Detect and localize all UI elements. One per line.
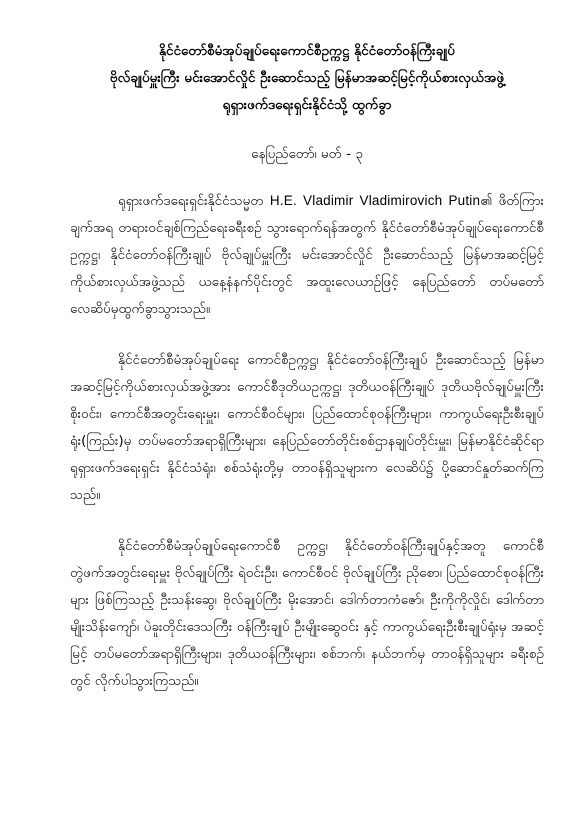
paragraph-2: နိုင်ငံတော်စီမံအုပ်ချုပ်ရေး ကောင်စီဥက္ကဋ္ဌ၊ နိုင်ငံတော်ဝန်ကြီးချုပ် ဦးဆောင်သည့် မြန်မာအဆင့်မြင့်ကိုယ်စားလှယ်အဖွဲ့အား ကောင်စီဒုတိယဥက္ကဋ္ဌ၊ ဒုတိယဝန်ကြီးချုပ် ဒုတိယဗိုလ်ချုပ်မှူးကြီး စိုးဝင်း၊ ကောင်စီအတွင်းရေးမှူး၊ ကောင်စီဝင်များ၊ ပြည်ထောင်စုဝန်ကြီးများ၊ ကာကွယ်ရေးဦးစီးချုပ်ရုံး(ကြည်း)မှ တပ်မတော်အရာရှိကြီးများ၊ နေပြည်တော်တိုင်းစစ်ဌာနချုပ်တိုင်းမှူး၊ မြန်မာနိုင်ငံဆိုင်ရာ ရုရှားဖက်ဒရေးရှင်း နိုင်ငံသံရုံး၊ စစ်သံရုံးတို့မှ တာဝန်ရှိသူများက လေဆိပ်၌ ပို့ဆောင်နှုတ်ဆက်ကြသည်။ bbox=[70, 352, 544, 503]
headline-line-2: ဗိုလ်ချုပ်မှူးကြီး မင်းအောင်လှိုင် ဦးဆောင်သည့် မြန်မာအဆင့်မြင့်ကိုယ်စားလှယ်အဖွဲ့ bbox=[109, 70, 505, 86]
paragraph-3: နိုင်ငံတော်စီမံအုပ်ချုပ်ရေးကောင်စီ ဥက္ကဋ္ဌ၊ နိုင်ငံတော်ဝန်ကြီးချုပ်နှင့်အတူ ကောင်စီတွဲဖက်အတွင်းရေးမှူး ဗိုလ်ချုပ်ကြီး ရဲဝင်းဦး၊ ကောင်စီဝင် ဗိုလ်ချုပ်ကြီး ညိုစော၊ ပြည်ထောင်စုဝန်ကြီးများ ဖြစ်ကြသည့် ဦးသန်းဆွေ၊ ဗိုလ်ချုပ်ကြီး မိုးအောင်၊ ဒေါက်တာကံဇော်၊ ဦးကိုကိုလှိုင်၊ ဒေါက်တာ မျိုးသိန်းကျော်၊ ပဲခူးတိုင်းဒေသကြီး ဝန်ကြီးချုပ် ဦးမျိုးဆွေဝင်း နှင့် ကာကွယ်ရေးဦးစီးချုပ်ရုံးမှ အဆင့်မြင့် တပ်မတော်အရာရှိကြီးများ၊ ဒုတိယဝန်ကြီးများ၊ စစ်ဘက်၊ နယ်ဘက်မှ တာဝန်ရှိသူများ ခရီးစဉ်တွင် လိုက်ပါသွားကြသည်။ bbox=[70, 538, 544, 689]
headline-line-1: နိုင်ငံတော်စီမံအုပ်ချုပ်ရေးကောင်စီဥက္ကဋ္ဌ နိုင်ငံတော်ဝန်ကြီးချုပ် bbox=[159, 43, 455, 59]
paragraph-1-pre: ရုရှားဖက်ဒရေးရှင်းနိုင်ငံသမ္မတ bbox=[118, 193, 270, 209]
paragraph-1 bbox=[70, 187, 544, 323]
paragraph-1-post: ၏ ဖိတ်ကြားချက်အရ တရားဝင်ချစ်ကြည်ရေးခရီးစဉ် သွားရောက်ရန်အတွက် နိုင်ငံတော်စီမံအုပ်ချုပ်ရေးကောင်စီဥက္ကဋ္ဌ၊ နိုင်ငံတော်ဝန်ကြီးချုပ် ဗိုလ်ချုပ်မှူးကြီး မင်းအောင်လှိုင် ဦးဆောင်သည့် မြန်မာအဆင့်မြင့်ကိုယ်စားလှယ်အဖွဲ့သည် ယနေ့နံနက်ပိုင်းတွင် အထူးလေယာဉ်ဖြင့် နေပြည်တော် တပ်မတော်လေဆိပ်မှထွက်ခွာသွားသည်။ bbox=[70, 193, 544, 317]
headline-line-3: ရုရှားဖက်ဒရေးရှင်းနိုင်ငံသို့ ထွက်ခွာ bbox=[222, 97, 392, 113]
dateline: နေပြည်တော်၊ မတ် - ၃ bbox=[251, 146, 363, 162]
president-name: H.E. Vladimir Vladimirovich Putin bbox=[269, 193, 481, 208]
